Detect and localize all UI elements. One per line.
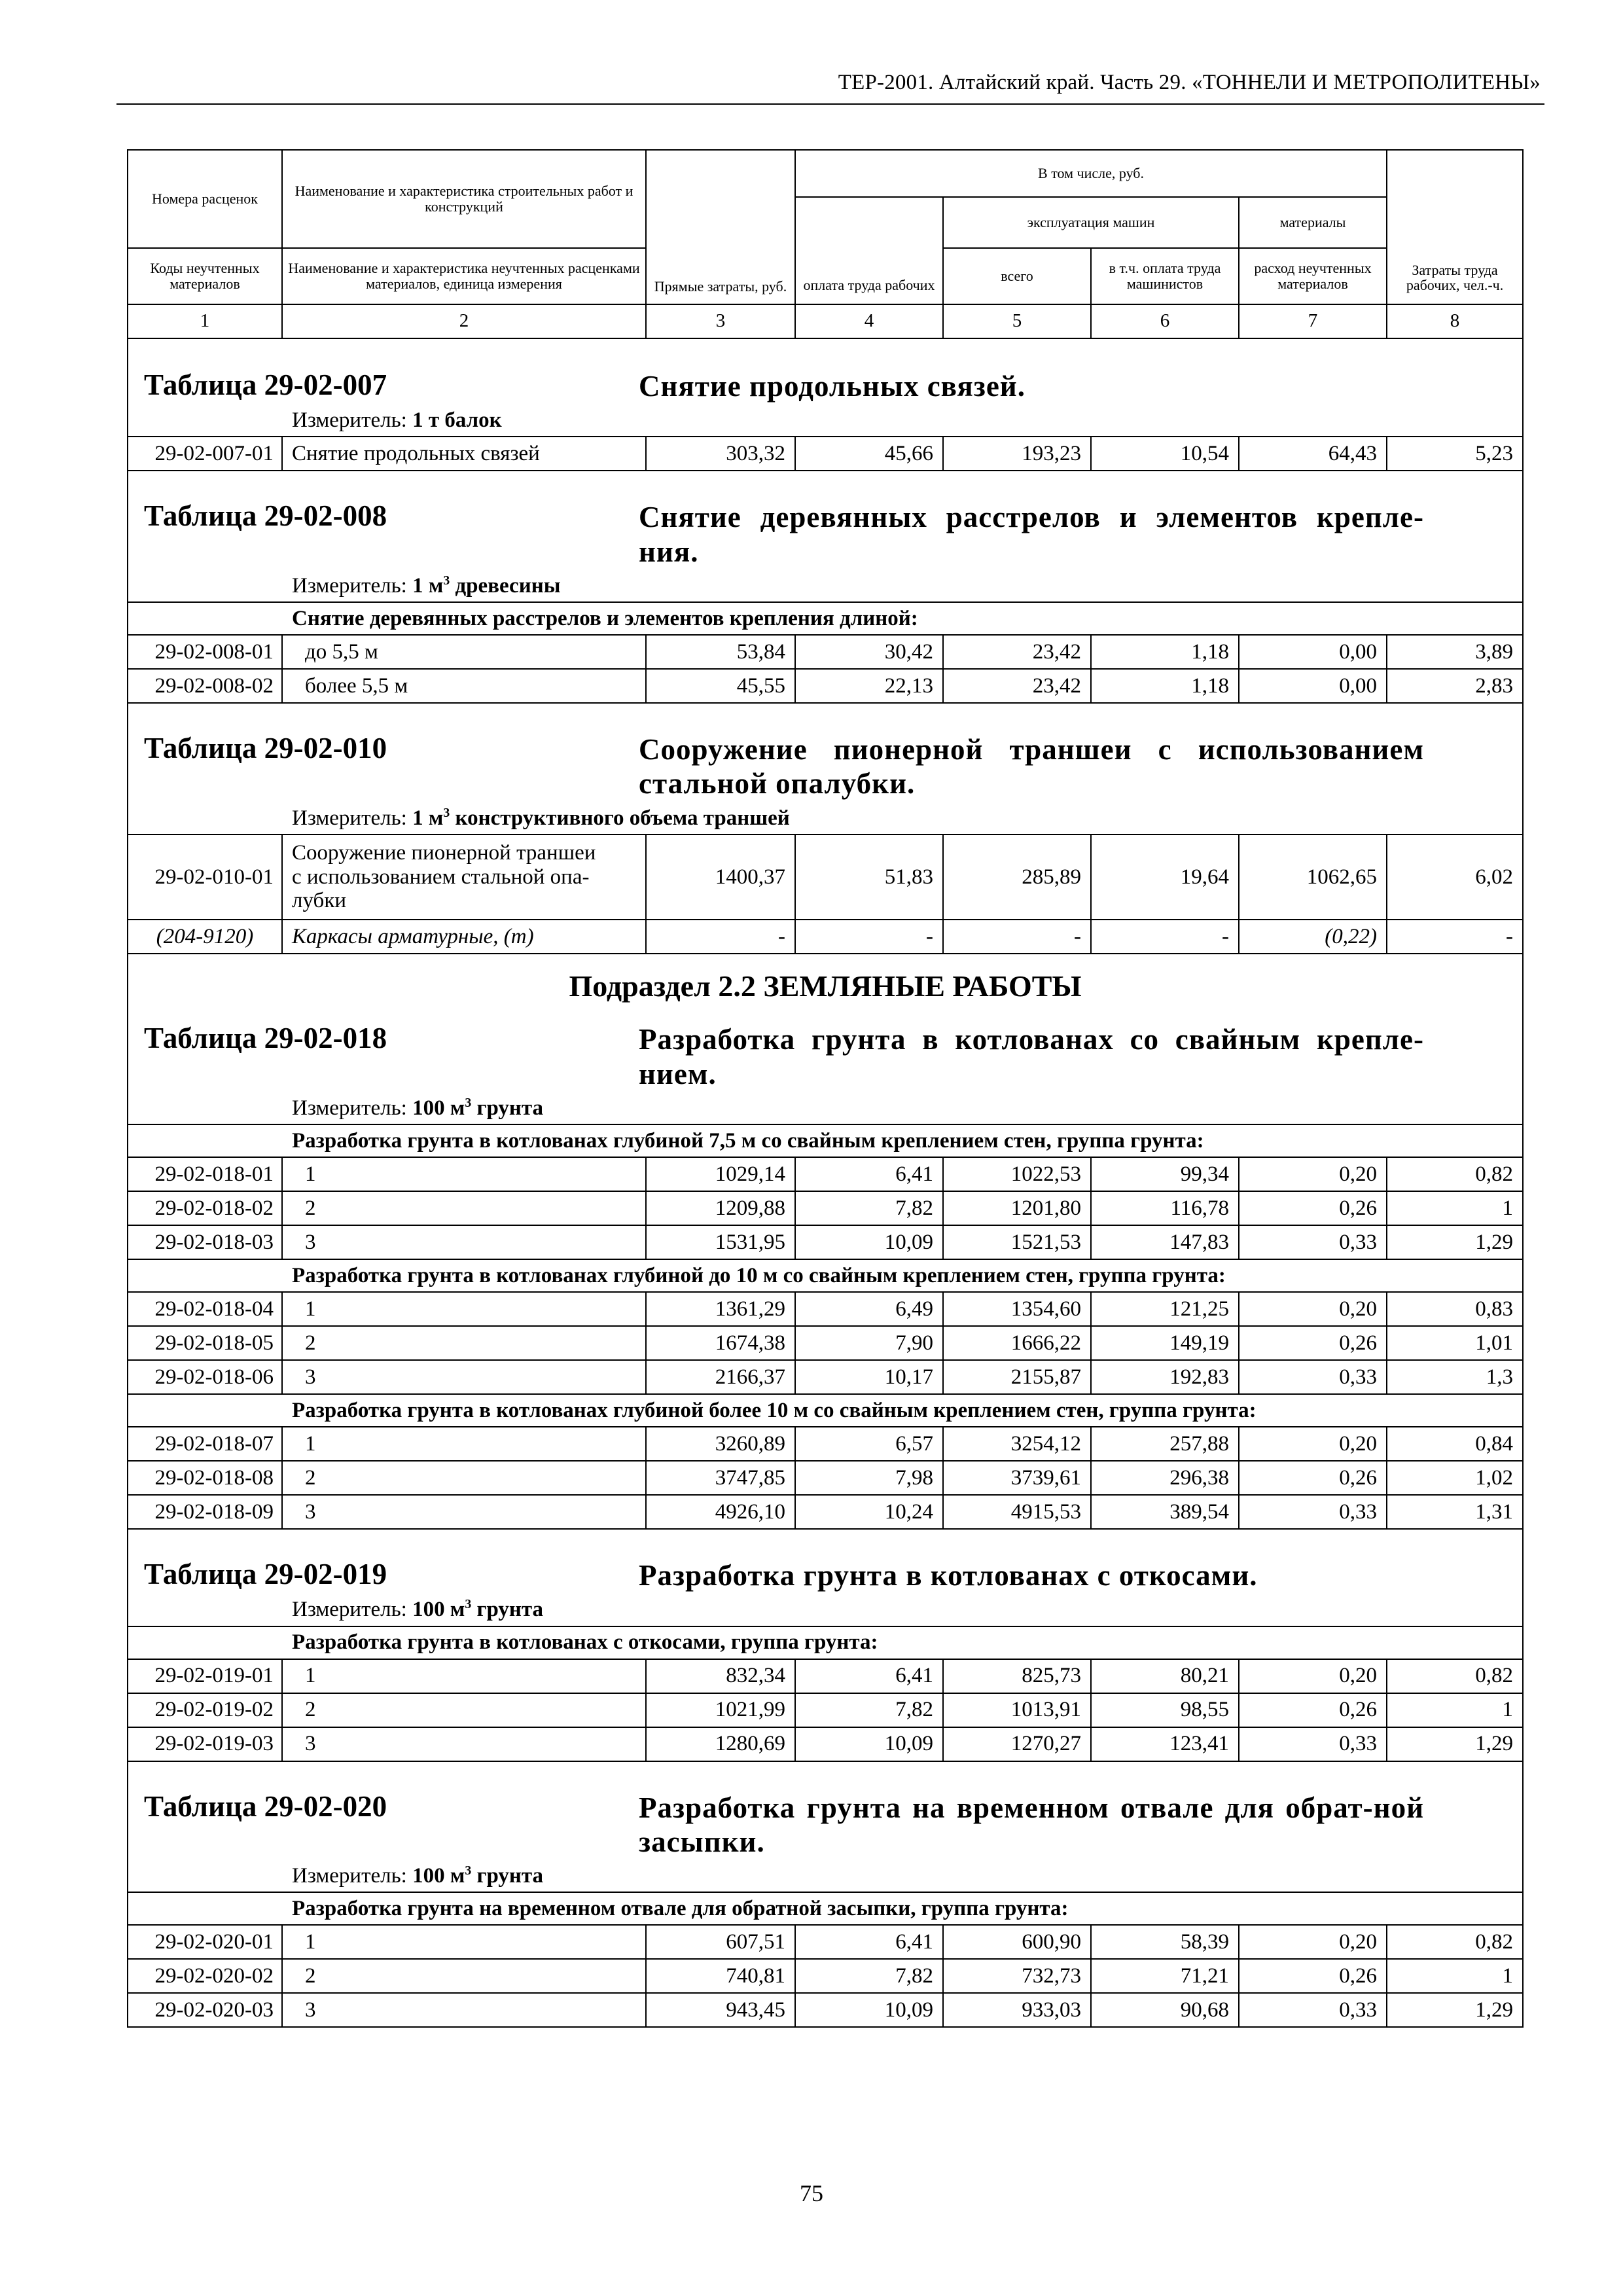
rate-code: 29-02-018-04 bbox=[128, 1292, 282, 1326]
direct-cost: 740,81 bbox=[646, 1959, 795, 1993]
rate-code: 29-02-019-02 bbox=[128, 1693, 282, 1727]
rate-code: 29-02-019-01 bbox=[128, 1659, 282, 1693]
group-header: Разработка грунта в котлованах глубиной более 10 м со свайным креплением стен, группа грунта: bbox=[128, 1394, 1523, 1427]
head-col3: Прямые затраты, руб. bbox=[646, 150, 795, 304]
rate-name: 1 bbox=[282, 1925, 646, 1959]
machinists-pay: 99,34 bbox=[1091, 1157, 1239, 1191]
machines-total: 732,73 bbox=[943, 1959, 1091, 1993]
labor-pay: 10,09 bbox=[795, 1727, 943, 1761]
colnum-4: 4 bbox=[795, 304, 943, 338]
table-title-block bbox=[128, 1761, 1523, 1893]
labor-hours: 0,82 bbox=[1387, 1925, 1523, 1959]
price-table bbox=[127, 149, 1524, 2028]
materials: 0,20 bbox=[1239, 1925, 1387, 1959]
machines-total: 1354,60 bbox=[943, 1292, 1091, 1326]
table-row bbox=[128, 1659, 1523, 1693]
head-col8: Затраты труда рабочих, чел.-ч. bbox=[1387, 150, 1523, 304]
table-row bbox=[128, 1727, 1523, 1761]
machines-total: 2155,87 bbox=[943, 1360, 1091, 1394]
table-title-block bbox=[128, 703, 1523, 834]
table-row bbox=[128, 1693, 1523, 1727]
head-col1-top: Номера расценок bbox=[128, 150, 282, 248]
labor-hours: 1,29 bbox=[1387, 1727, 1523, 1761]
labor-hours: 0,82 bbox=[1387, 1157, 1523, 1191]
direct-cost: 4926,10 bbox=[646, 1495, 795, 1529]
header-rule bbox=[116, 103, 1544, 105]
machinists-pay: 389,54 bbox=[1091, 1495, 1239, 1529]
materials: 0,26 bbox=[1239, 1326, 1387, 1360]
column-numbers bbox=[128, 304, 1523, 338]
labor-hours: 5,23 bbox=[1387, 437, 1523, 471]
head-materials: материалы bbox=[1239, 197, 1387, 248]
table-row bbox=[128, 437, 1523, 471]
labor-pay: 10,09 bbox=[795, 1993, 943, 2027]
rate-code: 29-02-018-09 bbox=[128, 1495, 282, 1529]
table-name: Снятие деревянных расстрелов и элементов крепле-ния. bbox=[639, 501, 1424, 568]
table-row bbox=[128, 1225, 1523, 1259]
direct-cost: 2166,37 bbox=[646, 1360, 795, 1394]
head-incl: В том числе, руб. bbox=[795, 150, 1387, 197]
materials: 0,20 bbox=[1239, 1292, 1387, 1326]
colnum-5: 5 bbox=[943, 304, 1091, 338]
table-019-body bbox=[128, 1659, 1523, 1761]
machines-total: 1013,91 bbox=[943, 1693, 1091, 1727]
machines-total: 1022,53 bbox=[943, 1157, 1091, 1191]
materials: 0,20 bbox=[1239, 1157, 1387, 1191]
materials: 64,43 bbox=[1239, 437, 1387, 471]
rate-code: 29-02-018-01 bbox=[128, 1157, 282, 1191]
rate-code: 29-02-018-07 bbox=[128, 1427, 282, 1461]
measure-unit: Измеритель: 100 $м^3$ грунта bbox=[292, 1597, 544, 1622]
materials: 0,33 bbox=[1239, 1360, 1387, 1394]
table-row bbox=[128, 1427, 1523, 1461]
measure-unit: Измеритель: 100 $м^3$ грунта bbox=[292, 1095, 544, 1120]
direct-cost: 1531,95 bbox=[646, 1225, 795, 1259]
machines-total: 1201,80 bbox=[943, 1191, 1091, 1225]
measure-unit: Измеритель: 1 $м^3$ древесины bbox=[292, 573, 561, 598]
direct-cost: 3747,85 bbox=[646, 1461, 795, 1495]
direct-cost: 3260,89 bbox=[646, 1427, 795, 1461]
head-col1-bottom: Коды неучтенных материалов bbox=[128, 248, 282, 304]
machines-total: 600,90 bbox=[943, 1925, 1091, 1959]
table-row bbox=[128, 1326, 1523, 1360]
head-col5: всего bbox=[943, 248, 1091, 304]
labor-pay: 10,09 bbox=[795, 1225, 943, 1259]
materials: 0,20 bbox=[1239, 1659, 1387, 1693]
table-number: Таблица 29-02-019 bbox=[144, 1558, 387, 1591]
rate-code: 29-02-018-02 bbox=[128, 1191, 282, 1225]
labor-pay: 6,49 bbox=[795, 1292, 943, 1326]
labor-pay: 6,41 bbox=[795, 1659, 943, 1693]
labor-hours: 0,82 bbox=[1387, 1659, 1523, 1693]
head-col2-top: Наименование и характеристика строительных работ и конструкций bbox=[282, 150, 646, 248]
rate-code: 29-02-018-06 bbox=[128, 1360, 282, 1394]
table-row bbox=[128, 1495, 1523, 1529]
labor-pay: 7,90 bbox=[795, 1326, 943, 1360]
group-header: Разработка грунта на временном отвале для обратной засыпки, группа грунта: bbox=[128, 1892, 1523, 1925]
labor-hours: 1 bbox=[1387, 1191, 1523, 1225]
group-header: Снятие деревянных расстрелов и элементов крепления длиной: bbox=[128, 602, 1523, 635]
labor-pay: 45,66 bbox=[795, 437, 943, 471]
rate-code: 29-02-020-01 bbox=[128, 1925, 282, 1959]
machinists-pay: 121,25 bbox=[1091, 1292, 1239, 1326]
machinists-pay: 71,21 bbox=[1091, 1959, 1239, 1993]
table-title-block bbox=[128, 338, 1523, 437]
machinists-pay: 123,41 bbox=[1091, 1727, 1239, 1761]
direct-cost: 1029,14 bbox=[646, 1157, 795, 1191]
machines-total: 933,03 bbox=[943, 1993, 1091, 2027]
table-number: Таблица 29-02-010 bbox=[144, 732, 387, 765]
rate-name: 1 bbox=[282, 1659, 646, 1693]
colnum-7: 7 bbox=[1239, 304, 1387, 338]
machines-total: 825,73 bbox=[943, 1659, 1091, 1693]
table-018-body bbox=[128, 1124, 1523, 1529]
rate-name: 2 bbox=[282, 1191, 646, 1225]
labor-pay: 10,24 bbox=[795, 1495, 943, 1529]
labor-pay: 6,41 bbox=[795, 1925, 943, 1959]
head-col7: расход неучтенных материалов bbox=[1239, 248, 1387, 304]
labor-pay: 6,41 bbox=[795, 1157, 943, 1191]
materials: 0,26 bbox=[1239, 1191, 1387, 1225]
materials: 0,33 bbox=[1239, 1225, 1387, 1259]
rate-name: 2 bbox=[282, 1693, 646, 1727]
table-row bbox=[128, 1157, 1523, 1191]
table-020-body bbox=[128, 1925, 1523, 2027]
machinists-pay: 296,38 bbox=[1091, 1461, 1239, 1495]
rate-name: 3 bbox=[282, 1495, 646, 1529]
direct-cost: 1209,88 bbox=[646, 1191, 795, 1225]
labor-hours: 0,83 bbox=[1387, 1292, 1523, 1326]
machines-total: 3739,61 bbox=[943, 1461, 1091, 1495]
machinists-pay: 58,39 bbox=[1091, 1925, 1239, 1959]
labor-hours: 1,02 bbox=[1387, 1461, 1523, 1495]
rate-name: 3 bbox=[282, 1360, 646, 1394]
labor-pay: 7,98 bbox=[795, 1461, 943, 1495]
rate-name: 3 bbox=[282, 1993, 646, 2027]
labor-hours: 1,29 bbox=[1387, 1225, 1523, 1259]
table-name: Сооружение пионерной траншеи с использованием стальной опалубки. bbox=[639, 733, 1424, 800]
direct-cost: 1280,69 bbox=[646, 1727, 795, 1761]
table-number: Таблица 29-02-018 bbox=[144, 1022, 387, 1055]
direct-cost: 1021,99 bbox=[646, 1693, 795, 1727]
table-row bbox=[128, 1360, 1523, 1394]
table-number: Таблица 29-02-020 bbox=[144, 1789, 387, 1823]
table-title-block bbox=[128, 1529, 1523, 1626]
materials: 0,26 bbox=[1239, 1693, 1387, 1727]
table-name: Разработка грунта в котлованах с откосами. bbox=[639, 1559, 1258, 1592]
table-name: Разработка грунта на временном отвале для обрат-ной засыпки. bbox=[639, 1791, 1424, 1858]
labor-pay: 10,17 bbox=[795, 1360, 943, 1394]
labor-pay: 7,82 bbox=[795, 1191, 943, 1225]
table-row: 29-02-010-01 Сооружение пионерной траншеи с использованием стальной опа- лубки 1400,37 51,83 285,89 19,64 1062,65 6,02 bbox=[128, 834, 1523, 920]
table-row: 29-02-008-01 до 5,5 м 53,84 30,42 23,42 1,18 0,00 3,89 bbox=[128, 635, 1523, 669]
rate-code: 29-02-018-05 bbox=[128, 1326, 282, 1360]
machinists-pay: 80,21 bbox=[1091, 1659, 1239, 1693]
machinists-pay: 257,88 bbox=[1091, 1427, 1239, 1461]
machinists-pay: 10,54 bbox=[1091, 437, 1239, 471]
labor-pay: 7,82 bbox=[795, 1959, 943, 1993]
machines-total: 1666,22 bbox=[943, 1326, 1091, 1360]
measure-unit: Измеритель: 1 $м^3$ конструктивного объема траншей bbox=[292, 805, 790, 830]
head-col2-bottom: Наименование и характеристика неучтенных расценками материалов, единица измерения bbox=[282, 248, 646, 304]
rate-name: 2 bbox=[282, 1959, 646, 1993]
rate-name: 3 bbox=[282, 1225, 646, 1259]
table-row: 29-02-008-02 более 5,5 м 45,55 22,13 23,42 1,18 0,00 2,83 bbox=[128, 669, 1523, 703]
machinists-pay: 147,83 bbox=[1091, 1225, 1239, 1259]
materials: 0,33 bbox=[1239, 1993, 1387, 2027]
labor-hours: 1,29 bbox=[1387, 1993, 1523, 2027]
direct-cost: 1361,29 bbox=[646, 1292, 795, 1326]
machines-total: 4915,53 bbox=[943, 1495, 1091, 1529]
group-header: Разработка грунта в котлованах с откосами, группа грунта: bbox=[128, 1626, 1523, 1659]
materials: 0,26 bbox=[1239, 1461, 1387, 1495]
table-number: Таблица 29-02-008 bbox=[144, 499, 387, 533]
direct-cost: 832,34 bbox=[646, 1659, 795, 1693]
labor-hours: 1,01 bbox=[1387, 1326, 1523, 1360]
rate-code: 29-02-020-02 bbox=[128, 1959, 282, 1993]
table-number: Таблица 29-02-007 bbox=[144, 368, 387, 401]
table-title-block bbox=[128, 1003, 1523, 1124]
machinists-pay: 116,78 bbox=[1091, 1191, 1239, 1225]
machinists-pay: 90,68 bbox=[1091, 1993, 1239, 2027]
materials: 0,33 bbox=[1239, 1727, 1387, 1761]
labor-hours: 1,31 bbox=[1387, 1495, 1523, 1529]
rate-code: 29-02-007-01 bbox=[128, 437, 282, 471]
head-machines: эксплуатация машин bbox=[943, 197, 1239, 248]
group-header: Разработка грунта в котлованах глубиной 7,5 м со свайным креплением стен, группа грунта: bbox=[128, 1124, 1523, 1157]
colnum-1: 1 bbox=[128, 304, 282, 338]
colnum-3: 3 bbox=[646, 304, 795, 338]
labor-hours: 1 bbox=[1387, 1959, 1523, 1993]
rate-name: 3 bbox=[282, 1727, 646, 1761]
colnum-8: 8 bbox=[1387, 304, 1523, 338]
machinists-pay: 192,83 bbox=[1091, 1360, 1239, 1394]
rate-code: 29-02-018-08 bbox=[128, 1461, 282, 1495]
table-row bbox=[128, 1191, 1523, 1225]
rate-name: 2 bbox=[282, 1461, 646, 1495]
page-number: 75 bbox=[800, 2180, 823, 2206]
machines-total: 1270,27 bbox=[943, 1727, 1091, 1761]
machines-total: 3254,12 bbox=[943, 1427, 1091, 1461]
materials: 0,20 bbox=[1239, 1427, 1387, 1461]
direct-cost: 607,51 bbox=[646, 1925, 795, 1959]
materials: 0,33 bbox=[1239, 1495, 1387, 1529]
table-row bbox=[128, 1292, 1523, 1326]
direct-cost: 1674,38 bbox=[646, 1326, 795, 1360]
table-row bbox=[128, 1461, 1523, 1495]
labor-pay: 6,57 bbox=[795, 1427, 943, 1461]
labor-pay: 7,82 bbox=[795, 1693, 943, 1727]
group-header: Разработка грунта в котлованах глубиной до 10 м со свайным креплением стен, группа грунта: bbox=[128, 1259, 1523, 1292]
rate-name: 1 bbox=[282, 1427, 646, 1461]
materials: 0,26 bbox=[1239, 1959, 1387, 1993]
subsection-heading: Подраздел 2.2 ЗЕМЛЯНЫЕ РАБОТЫ bbox=[128, 954, 1523, 1003]
colnum-6: 6 bbox=[1091, 304, 1239, 338]
head-col4: оплата труда рабочих bbox=[795, 197, 943, 304]
direct-cost: 943,45 bbox=[646, 1993, 795, 2027]
labor-hours: 1,3 bbox=[1387, 1360, 1523, 1394]
measure-unit: Измеритель: 100 $м^3$ грунта bbox=[292, 1863, 544, 1888]
material-row: (204-9120) Каркасы арматурные, (т) - - - - (0,22) - bbox=[128, 920, 1523, 954]
head-col6: в т.ч. оплата труда машинистов bbox=[1091, 248, 1239, 304]
running-header: ТЕР-2001. Алтайский край. Часть 29. «ТОННЕЛИ И МЕТРОПОЛИТЕНЫ» bbox=[838, 71, 1541, 94]
labor-hours: 1 bbox=[1387, 1693, 1523, 1727]
machines-total: 1521,53 bbox=[943, 1225, 1091, 1259]
rate-code: 29-02-019-03 bbox=[128, 1727, 282, 1761]
rate-name: 1 bbox=[282, 1292, 646, 1326]
machinists-pay: 149,19 bbox=[1091, 1326, 1239, 1360]
table-name: Снятие продольных связей. bbox=[639, 370, 1026, 403]
direct-cost: 303,32 bbox=[646, 437, 795, 471]
machines-total: 193,23 bbox=[943, 437, 1091, 471]
machinists-pay: 98,55 bbox=[1091, 1693, 1239, 1727]
rate-code: 29-02-020-03 bbox=[128, 1993, 282, 2027]
rate-name: 2 bbox=[282, 1326, 646, 1360]
rate-name: 1 bbox=[282, 1157, 646, 1191]
table-row bbox=[128, 1993, 1523, 2027]
labor-hours: 0,84 bbox=[1387, 1427, 1523, 1461]
table-row bbox=[128, 1959, 1523, 1993]
colnum-2: 2 bbox=[282, 304, 646, 338]
rate-name: Снятие продольных связей bbox=[282, 437, 646, 471]
table-name: Разработка грунта в котлованах со свайным крепле-нием. bbox=[639, 1023, 1424, 1090]
table-title-block bbox=[128, 471, 1523, 602]
table-row bbox=[128, 1925, 1523, 1959]
measure-unit: Измеритель: 1 т балок bbox=[292, 408, 502, 433]
rate-code: 29-02-018-03 bbox=[128, 1225, 282, 1259]
